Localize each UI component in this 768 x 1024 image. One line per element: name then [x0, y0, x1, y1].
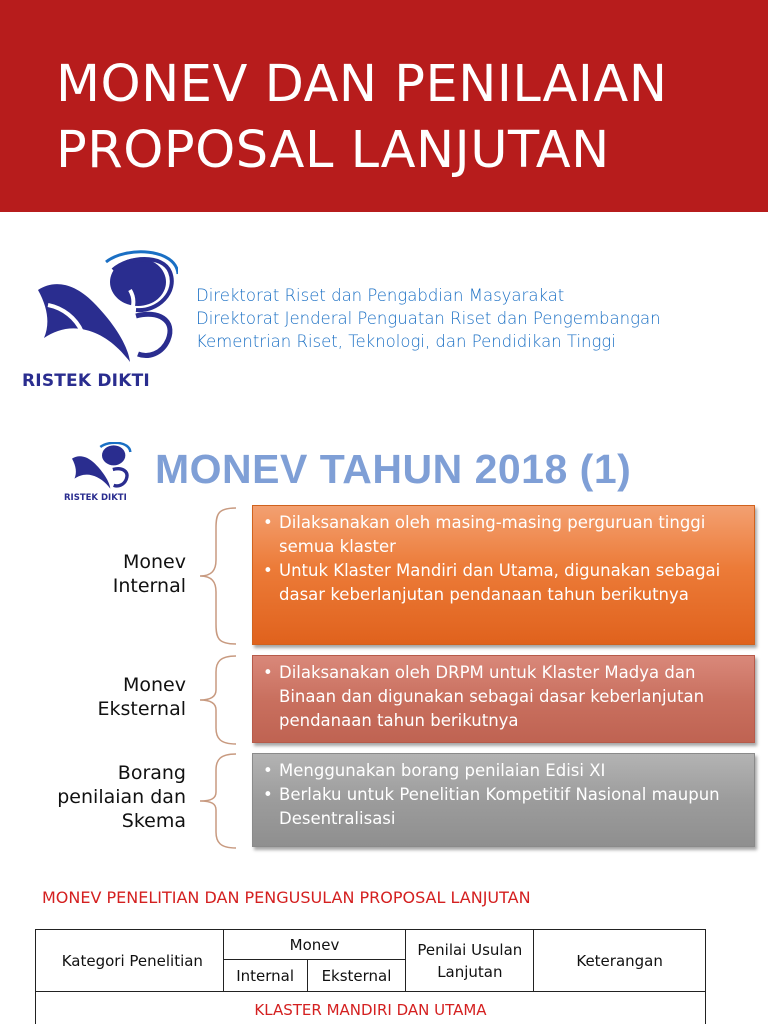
- header-keterangan: Keterangan: [534, 930, 706, 992]
- org-line-2: Direktorat Jenderal Penguatan Riset dan Pengembangan: [196, 309, 661, 328]
- borang-box: [252, 753, 755, 847]
- organization-block: [196, 284, 756, 353]
- row-label-line: penilaian dan: [57, 786, 186, 808]
- small-logo-text: RISTEK DIKTI: [64, 493, 127, 503]
- header-eksternal: Eksternal: [307, 960, 406, 992]
- ristek-dikti-small-logo-icon: [62, 442, 132, 492]
- row-label-monev-internal: [6, 550, 186, 598]
- section-title: MONEV TAHUN 2018 (1): [155, 446, 632, 492]
- bullet-item: • Dilaksanakan oleh masing-masing perguruan tinggi semua klaster: [261, 511, 744, 559]
- brace-icon: [196, 752, 240, 850]
- bullet-item: • Menggunakan borang penilaian Edisi XI: [261, 759, 744, 783]
- table-row: [36, 992, 706, 1024]
- page-title: [56, 52, 756, 184]
- header-penilai-line: Penilai Usulan: [417, 940, 523, 959]
- ristek-dikti-logo-icon: [18, 250, 178, 390]
- header-monev: Monev: [223, 930, 406, 960]
- table-header-row: [36, 930, 706, 960]
- title-line-2: PROPOSAL LANJUTAN: [56, 121, 610, 180]
- brace-icon: [196, 506, 240, 646]
- group-label: KLASTER MANDIRI DAN UTAMA: [36, 992, 706, 1024]
- org-line-1: Direktorat Riset dan Pengabdian Masyarakat: [196, 286, 565, 305]
- row-label-monev-eksternal: [6, 673, 186, 721]
- row-label-line: Eksternal: [97, 698, 186, 720]
- monev-table: [35, 929, 706, 1024]
- header-kategori: Kategori Penelitian: [36, 930, 224, 992]
- header-penilai: [406, 930, 534, 992]
- bullet-item: • Berlaku untuk Penelitian Kompetitif Nasional maupun Desentralisasi: [261, 783, 744, 831]
- header-internal: Internal: [223, 960, 307, 992]
- logo-text: RISTEK DIKTI: [22, 371, 150, 391]
- bullet-item: • Dilaksanakan oleh DRPM untuk Klaster Madya dan Binaan dan digunakan sebagai dasar keberlanjutan pendanaan tahun berikutnya: [261, 661, 744, 733]
- header-penilai-line: Lanjutan: [437, 962, 503, 981]
- monev-internal-box: [252, 505, 755, 645]
- title-line-1: MONEV DAN PENILAIAN: [56, 55, 668, 114]
- brace-icon: [196, 654, 240, 746]
- monev-eksternal-box: [252, 655, 755, 743]
- org-line-3: Kementrian Riset, Teknologi, dan Pendidikan Tinggi: [196, 332, 616, 351]
- bullet-item: • Untuk Klaster Mandiri dan Utama, digunakan sebagai dasar keberlanjutan pendanaan tahun berikutnya: [261, 559, 744, 607]
- row-label-line: Monev: [123, 551, 186, 573]
- table-heading: MONEV PENELITIAN DAN PENGUSULAN PROPOSAL LANJUTAN: [42, 888, 531, 907]
- row-label-line: Internal: [112, 575, 186, 597]
- row-label-line: Monev: [123, 674, 186, 696]
- row-label-line: Borang: [117, 762, 186, 784]
- row-label-line: Skema: [121, 810, 186, 832]
- row-label-borang: [6, 761, 186, 833]
- title-banner: [0, 0, 768, 212]
